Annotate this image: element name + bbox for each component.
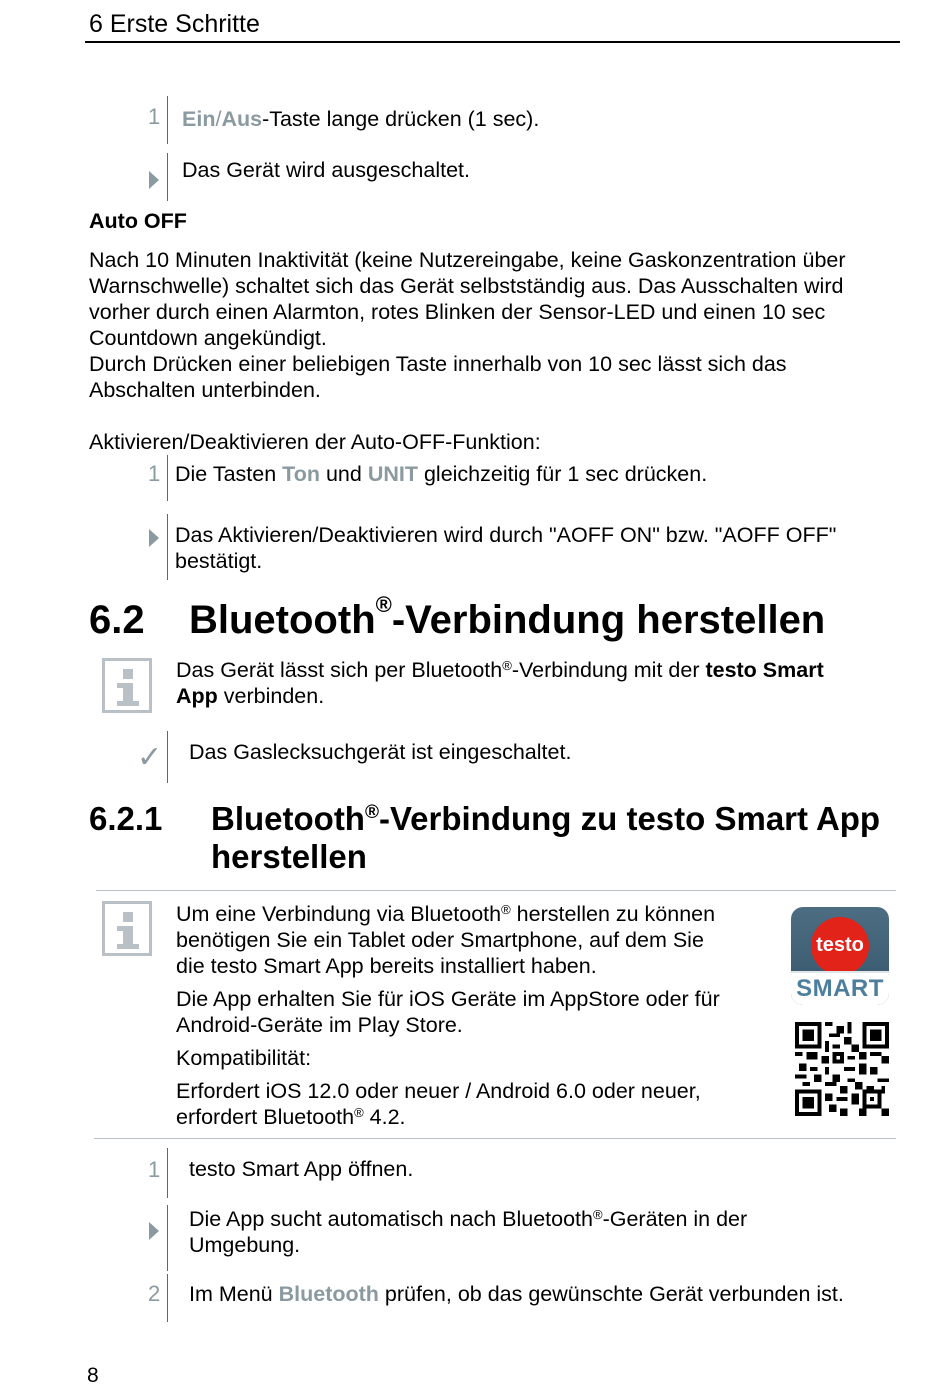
reg-mark: ®: [364, 802, 379, 823]
result-line: Umgebung.: [189, 1233, 301, 1257]
header-divider: [85, 41, 900, 43]
precondition-text: Das Gaslecksuchgerät ist eingeschaltet.: [189, 740, 572, 764]
smart-label: SMART: [796, 975, 884, 1002]
info-line: erfordert Bluetooth: [176, 1105, 355, 1129]
auto-off-line: Countdown angekündigt.: [89, 326, 327, 350]
info-pre: Das Gerät lässt sich per Bluetooth: [176, 658, 503, 682]
key-slash: /: [215, 107, 222, 131]
step-bar: [167, 455, 168, 501]
step-mid: und: [319, 462, 368, 486]
step-text-after: -Taste lange drücken (1 sec).: [262, 107, 540, 131]
result-bar: [167, 514, 168, 580]
check-icon: ✓: [137, 741, 163, 774]
qr-code-icon: [795, 1022, 889, 1116]
reg-mark: ®: [354, 1105, 364, 1120]
auto-off-line: Abschalten unterbinden.: [89, 378, 321, 402]
title-pre: Bluetooth: [211, 800, 365, 837]
result-bar: [167, 153, 168, 201]
subsection-title: [211, 800, 911, 876]
precondition-bar: [167, 731, 168, 783]
auto-off-paragraph: [89, 247, 909, 403]
info-line: benötigen Sie ein Tablet oder Smartphone, auf dem Sie: [176, 928, 704, 952]
step-pre: Im Menü: [189, 1282, 279, 1306]
info-box-bottom-rule: [94, 1138, 896, 1139]
info-bold: App: [176, 684, 218, 708]
step-number: 2: [148, 1281, 161, 1306]
info-line: Erfordert iOS 12.0 oder neuer / Android 6.0 oder neuer,: [176, 1079, 701, 1103]
reg-mark: ®: [501, 902, 511, 917]
step-number: 1: [148, 104, 161, 129]
result-text: Das Gerät wird ausgeschaltet.: [182, 158, 470, 182]
info-box-top-rule: [96, 890, 896, 891]
testo-smart-app-icon: [791, 907, 889, 1005]
section-number: 6.2: [89, 598, 145, 642]
auto-off-heading: Auto OFF: [89, 209, 187, 233]
info-line: die testo Smart App bereits installiert haben.: [176, 954, 597, 978]
step-post: gleichzeitig für 1 sec drücken.: [417, 462, 708, 486]
info-line: Android-Geräte im Play Store.: [176, 1013, 463, 1037]
section-title: [189, 592, 826, 643]
info-line: Kompatibilität:: [176, 1046, 312, 1070]
info-line: Um eine Verbindung via Bluetooth: [176, 902, 502, 926]
info-mid: -Verbindung mit der: [511, 658, 706, 682]
title-line2: herstellen: [211, 838, 367, 875]
key-unit: UNIT: [367, 462, 418, 486]
info-icon: [102, 901, 152, 956]
info-post: verbinden.: [217, 684, 325, 708]
step-post: prüfen, ob das gewünschte Gerät verbunden ist.: [378, 1282, 844, 1306]
info-text: [176, 657, 896, 709]
result-post: -Geräten in der: [602, 1207, 748, 1231]
reg-mark: ®: [592, 1207, 603, 1222]
auto-off-line: Warnschwelle) schaltet sich das Gerät selbstständig aus. Das Ausschalten wird: [89, 274, 844, 298]
step-text: [182, 106, 539, 132]
reg-mark: ®: [502, 658, 512, 673]
auto-off-line: Nach 10 Minuten Inaktivität (keine Nutzereingabe, keine Gaskonzentration über: [89, 248, 846, 272]
step-bar: [167, 1148, 168, 1198]
title-post: -Verbindung zu testo Smart App: [378, 800, 881, 837]
page-header-title: 6 Erste Schritte: [89, 10, 260, 38]
result-text: [175, 522, 836, 574]
result-pre: Die App sucht automatisch nach Bluetooth: [189, 1207, 593, 1231]
auto-off-line: vorher durch einen Alarmton, rotes Blinken der Sensor-LED und einen 10 sec: [89, 300, 826, 324]
result-text: [189, 1206, 747, 1258]
reg-mark: ®: [375, 592, 392, 617]
title-pre: Bluetooth: [189, 598, 376, 642]
result-arrow-icon: [149, 1222, 159, 1240]
info-line: Die App erhalten Sie für iOS Geräte im AppStore oder für: [176, 987, 720, 1011]
result-arrow-icon: [149, 171, 159, 189]
activate-label: Aktivieren/Deaktivieren der Auto-OFF-Funktion:: [89, 430, 541, 454]
testo-logo-icon: testo: [811, 917, 869, 975]
step-pre: Die Tasten: [175, 462, 283, 486]
subsection-number: 6.2.1: [89, 800, 163, 837]
key-ton: Ton: [282, 462, 320, 486]
step-bar: [167, 96, 168, 144]
key-bluetooth: Bluetooth: [278, 1282, 379, 1306]
auto-off-line: Durch Drücken einer beliebigen Taste innerhalb von 10 sec lässt sich das: [89, 352, 787, 376]
result-line: Das Aktivieren/Deaktivieren wird durch "AOFF ON" bzw. "AOFF OFF": [175, 523, 837, 547]
info-bold: testo Smart: [705, 658, 824, 682]
step-number: 1: [148, 461, 161, 486]
step-number: 1: [148, 1157, 161, 1182]
page-number: 8: [87, 1364, 99, 1387]
result-arrow-icon: [149, 529, 159, 547]
app-info-text: [176, 901, 776, 1130]
step-text: [189, 1281, 844, 1307]
step-text: testo Smart App öffnen.: [189, 1157, 414, 1181]
info-line: herstellen zu können: [510, 902, 716, 926]
key-aus: Aus: [221, 107, 263, 131]
step-bar: [167, 1274, 168, 1322]
info-line: 4.2.: [363, 1105, 406, 1129]
result-bar: [167, 1205, 168, 1271]
result-line: bestätigt.: [175, 549, 263, 573]
title-post: -Verbindung herstellen: [391, 598, 826, 642]
step-text: [175, 461, 707, 487]
info-icon: [102, 658, 152, 713]
key-ein: Ein: [182, 107, 216, 131]
